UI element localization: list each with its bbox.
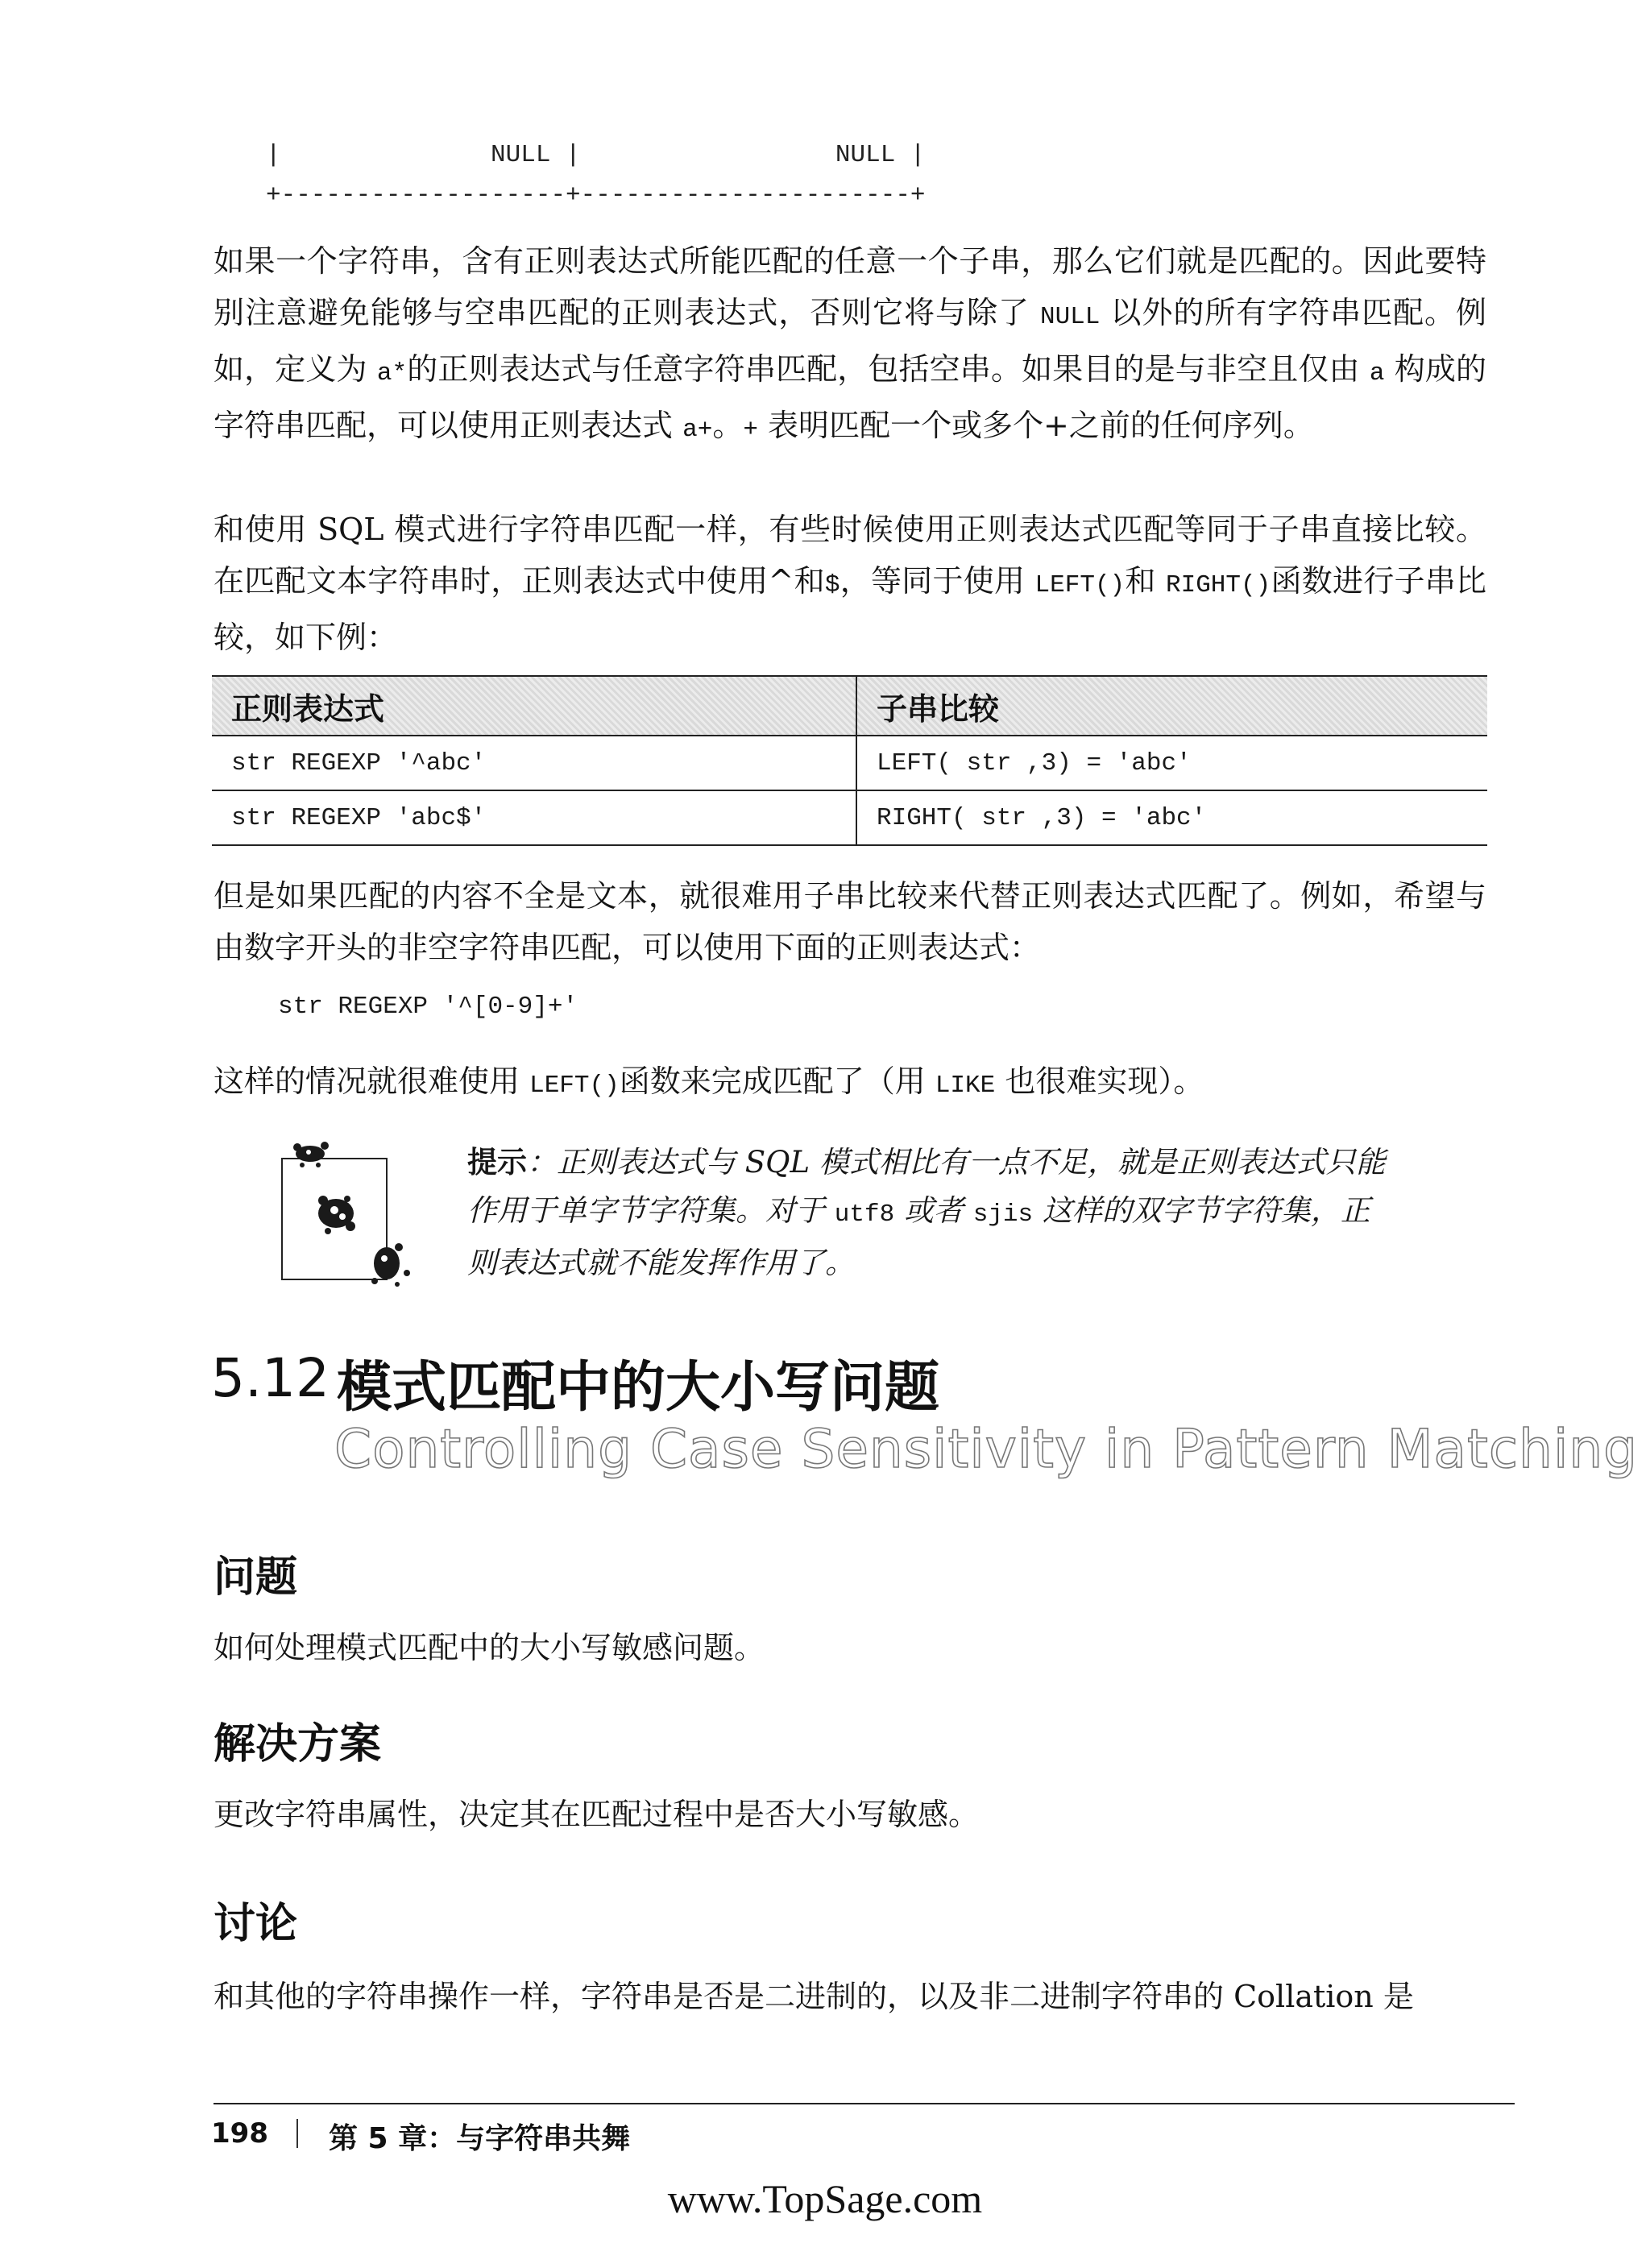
section-title: 模式匹配中的大小写问题 xyxy=(337,1356,940,1420)
page-number: 198 xyxy=(211,2117,268,2150)
code-plus: + xyxy=(743,416,758,444)
code-right: RIGHT() xyxy=(1165,571,1271,599)
tip-animal-icon xyxy=(278,1136,423,1289)
table-row xyxy=(212,736,1487,790)
heading-discussion: 讨论 xyxy=(214,1900,298,1948)
code-utf8: utf8 xyxy=(834,1200,895,1229)
header-regex: 正则表达式 xyxy=(212,676,856,736)
ascii-table-fragment xyxy=(266,135,926,216)
code-left-fn: LEFT() xyxy=(529,1072,620,1100)
paragraph-non-text: 但是如果匹配的内容不全是文本，就很难用子串比较来代替正则表达式匹配了。例如，希望与由数字开头的非空字符串匹配，可以使用下面的正则表达式： xyxy=(214,878,1486,965)
paragraph-anchors: 和使用 SQL 模式进行字符串匹配一样，有些时候使用正则表达式匹配等同于子串直接比较。在匹配文本字符串时，正则表达式中使用^和$，等同于使用 LEFT()和 RIGHT()函数进行子串比较，如下例： xyxy=(214,512,1486,655)
paragraph-left-like: 这样的情况就很难使用 LEFT()函数来完成匹配了（用 LIKE 也很难实现）。 xyxy=(214,1064,1204,1100)
ascii-table-border: +-------------------+----------------------+ xyxy=(266,181,926,209)
table-cell: str REGEXP 'abc$' xyxy=(212,790,856,845)
heading-solution: 解决方案 xyxy=(214,1720,382,1768)
table-cell: LEFT( str ,3) = 'abc' xyxy=(856,736,1487,790)
table-cell: RIGHT( str ,3) = 'abc' xyxy=(856,790,1487,845)
code-null: NULL xyxy=(1039,303,1101,331)
code-sjis: sjis xyxy=(972,1200,1034,1229)
discussion-text: 和其他的字符串操作一样，字符串是否是二进制的，以及非二进制字符串的 Collation 是 xyxy=(214,1979,1414,2014)
chapter-title: 第 5 章：与字符串共舞 xyxy=(329,2122,631,2155)
code-a-star: a* xyxy=(376,359,408,388)
header-substring: 子串比较 xyxy=(856,676,1487,736)
section-number: 5.12 xyxy=(211,1347,330,1409)
footer-separator xyxy=(296,2119,298,2148)
table-header-row xyxy=(212,676,1487,736)
table-row xyxy=(212,790,1487,845)
code-a-plus: a+ xyxy=(682,416,713,444)
code-left: LEFT() xyxy=(1034,571,1126,599)
table-cell: str REGEXP '^abc' xyxy=(212,736,856,790)
code-dollar: $ xyxy=(824,571,840,599)
code-like: LIKE xyxy=(935,1072,996,1100)
tip-note: 提示：正则表达式与 SQL 模式相比有一点不足，就是正则表达式只能作用于单字节字符集。对于 utf8 或者 sjis 这样的双字节字符集，正则表达式就不能发挥作用了。 xyxy=(467,1145,1386,1280)
website-watermark: www.TopSage.com xyxy=(667,2176,983,2221)
ascii-table-row: | NULL | NULL | xyxy=(266,141,926,169)
tip-label: 提示 xyxy=(467,1145,527,1180)
section-subtitle: Controlling Case Sensitivity in Pattern Matching xyxy=(334,1418,1639,1480)
paragraph-empty-match: 如果一个字符串，含有正则表达式所能匹配的任意一个子串，那么它们就是匹配的。因此要特别注意避免能够与空串匹配的正则表达式，否则它将与除了 NULL 以外的所有字符串匹配。例如，定义为 a*的正则表达式与任意字符串匹配，包括空串。如果目的是与非空且仅由 a 构成的字符串匹配，可以使用正则表达式 a+。+ 表明匹配一个或多个+之前的任何序列。 xyxy=(214,243,1486,444)
regex-comparison-table xyxy=(212,675,1487,846)
solution-text: 更改字符串属性，决定其在匹配过程中是否大小写敏感。 xyxy=(214,1797,980,1832)
heading-problem: 问题 xyxy=(214,1553,298,1602)
problem-text: 如何处理模式匹配中的大小写敏感问题。 xyxy=(214,1630,765,1665)
code-example: str REGEXP '^[0-9]+' xyxy=(278,993,578,1021)
code-a: a xyxy=(1369,359,1385,388)
footer-rule xyxy=(214,2103,1515,2104)
